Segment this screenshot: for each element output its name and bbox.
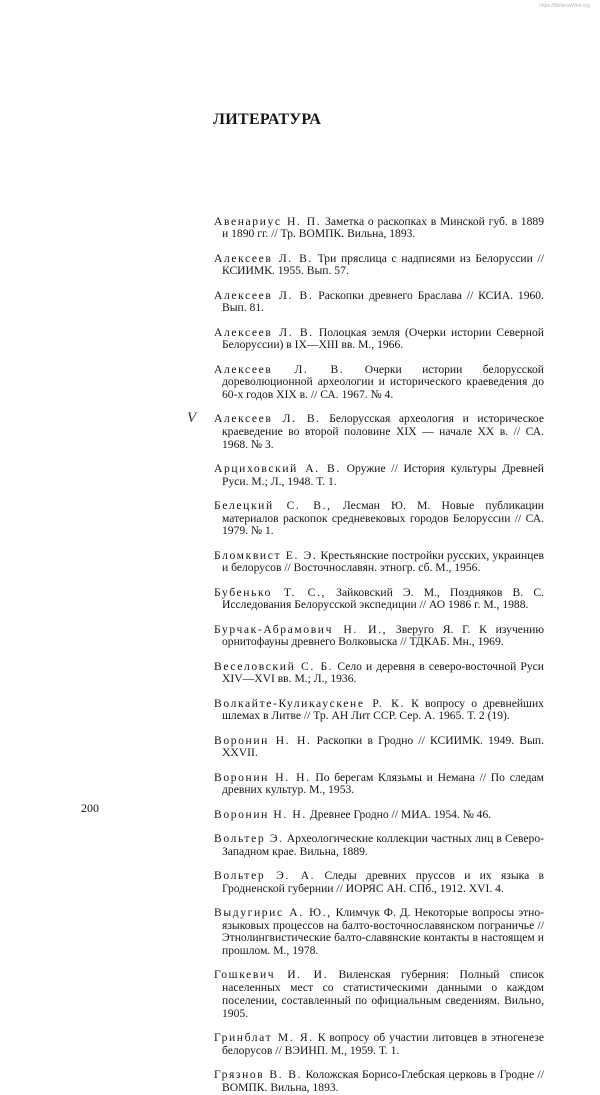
reference-author: Воронин Н. Н. <box>214 733 312 747</box>
reference-text: К вопросу об участии литовцев в этногенезе белорусов // ВЭИНП. М., 1959. Т. 1. <box>222 1030 544 1057</box>
reference-text: Зверуго Я. Г. К изучению орнитофауны древнего Волковыска // ТДКАБ. Мн., 1969. <box>222 622 544 649</box>
reference-entry <box>214 735 544 760</box>
reference-text: Коложская Борисо-Глебская церковь в Гродне // ВОМПК. Вильна, 1893. <box>222 1067 544 1094</box>
reference-text: Раскопки древнего Браслава // КСИА. 1960. Вып. 81. <box>222 288 544 315</box>
reference-text: Белорусская археология и историческое краеведение во второй половине XIX — начале XX в. // СА. 1968. № 3. <box>222 412 544 451</box>
reference-text: Полоцкая земля (Очерки истории Северной Белоруссии) в IX—XIII вв. М., 1966. <box>222 325 544 352</box>
reference-author: Арциховский А. В. <box>214 462 341 475</box>
reference-author: Воронин Н. Н. <box>214 770 311 784</box>
reference-author: Белецкий С. В., <box>214 499 332 512</box>
reference-author: Гошкевич И. И. <box>214 968 329 982</box>
reference-entry <box>214 624 544 649</box>
reference-author: Грязнов В. В. <box>214 1067 303 1081</box>
reference-entry <box>214 907 544 958</box>
reference-author: Алексеев Л. В. <box>214 362 345 376</box>
reference-entry <box>214 290 544 315</box>
reference-author: Вольтер Э. А. <box>214 869 316 882</box>
reference-author: Воронин Н. Н. <box>214 807 307 821</box>
reference-entry <box>214 772 544 797</box>
reference-author: Выдугирис А. Ю., <box>214 906 332 919</box>
reference-entry <box>214 1069 544 1094</box>
reference-text: Раскопки в Гродно // КСИИМК. 1949. Вып. XXVII. <box>222 733 544 760</box>
reference-entry <box>214 463 544 488</box>
margin-mark: V <box>187 410 197 426</box>
reference-author: Волкайте-Куликаускене Р. К. <box>214 696 405 710</box>
reference-text: Крестьянские постройки русских, украинцев и белорусов // Восточнославян. этногр. сб. М., 1956. <box>222 548 545 575</box>
reference-entry <box>214 870 544 895</box>
reference-entry <box>214 969 544 1020</box>
page-heading: ЛИТЕРАТУРА <box>213 111 322 128</box>
reference-entry <box>214 216 544 241</box>
reference-entry <box>214 413 544 451</box>
reference-text: К вопросу о древнейших шлемах в Литве // Тр. АН Лит ССР. Сер. А. 1965. Т. 2 (19). <box>222 696 544 723</box>
reference-author: Авенариус Н. П. <box>214 214 322 228</box>
reference-entry <box>214 327 544 352</box>
reference-list <box>214 204 544 1095</box>
reference-entry <box>214 1032 544 1057</box>
reference-author: Алексеев Л. В. <box>214 288 314 302</box>
reference-author: Алексеев Л. В. <box>214 325 314 339</box>
reference-text: Археологические коллекции частных лиц в Северо-Западном крае. Вильна, 1889. <box>222 832 544 858</box>
reference-entry <box>214 809 544 822</box>
reference-author: Алексеев Л. В. <box>214 412 321 426</box>
reference-author: Вольтер Э. <box>214 832 284 845</box>
reference-text: Древнее Гродно // МИА. 1954. № 46. <box>306 807 492 821</box>
reference-text: Оружие // История культуры Древней Руси. М.; Л., 1948. Т. 1. <box>222 462 544 488</box>
reference-text: Виленская губерния: Полный список населенных мест со статистическими данными о каждом поселении, составленный по официальным сведениям. Вильно, 1905. <box>222 968 544 1020</box>
reference-entry <box>214 661 544 686</box>
reference-text: Три пряслица с надписями из Белоруссии // КСИИМК. 1955. Вып. 57. <box>222 251 545 278</box>
reference-entry <box>214 833 544 858</box>
reference-text: Лесман Ю. М. Новые публикации материалов раскопок средневековых городов Белоруссии // СА. 1979. № 1. <box>222 499 544 538</box>
reference-text: Климчук Ф. Д. Некоторые вопросы этно-языковых процессов на балто-восточнославянском пограничье // Этнолингвистические балто-славянские контакты в настоящем и прошлом. М., 1978. <box>222 906 544 958</box>
reference-entry <box>214 253 544 278</box>
reference-author: Гринблат М. Я. <box>214 1030 314 1044</box>
reference-author: Алексеев Л. В. <box>214 251 313 265</box>
reference-text: Очерки истории белорусской дореволюционной археологии и исторического краеведения до 60-х годов XIX в. // СА. 1967. № 4. <box>222 362 544 401</box>
reference-text: По берегам Клязьмы и Немана // По следам древних культур. М., 1953. <box>222 770 544 797</box>
reference-author: Веселовский С. Б. <box>214 659 334 673</box>
reference-author: Бурчак-Абрамович Н. И., <box>214 622 388 636</box>
reference-text: Село и деревня в северо-восточной Руси XIV—XVI вв. М.; Л., 1936. <box>222 659 544 686</box>
page-number: 200 <box>81 801 99 815</box>
reference-author: Бломквист Е. Э. <box>214 548 318 562</box>
reference-text: Зайковский Э. М., Поздняков В. С. Исследования Белорусской экспедиции // АО 1986 г. М., 1988. <box>222 585 544 612</box>
reference-author: Бубенько Т. С., <box>214 585 326 599</box>
reference-entry <box>214 550 544 575</box>
reference-entry <box>214 587 544 612</box>
reference-text: Следы древних пруссов и их языка в Гродненской губернии // ИОРЯС АН. СПб., 1912. XVI. 4. <box>222 869 544 895</box>
watermark: https://BelarusWeb.org <box>539 3 590 9</box>
reference-text: Заметка о раскопках в Минской губ. в 1889 и 1890 гг. // Тр. ВОМПК. Вильна, 1893. <box>222 214 544 241</box>
reference-entry <box>214 364 544 402</box>
reference-entry <box>214 698 544 723</box>
reference-entry <box>214 500 544 538</box>
